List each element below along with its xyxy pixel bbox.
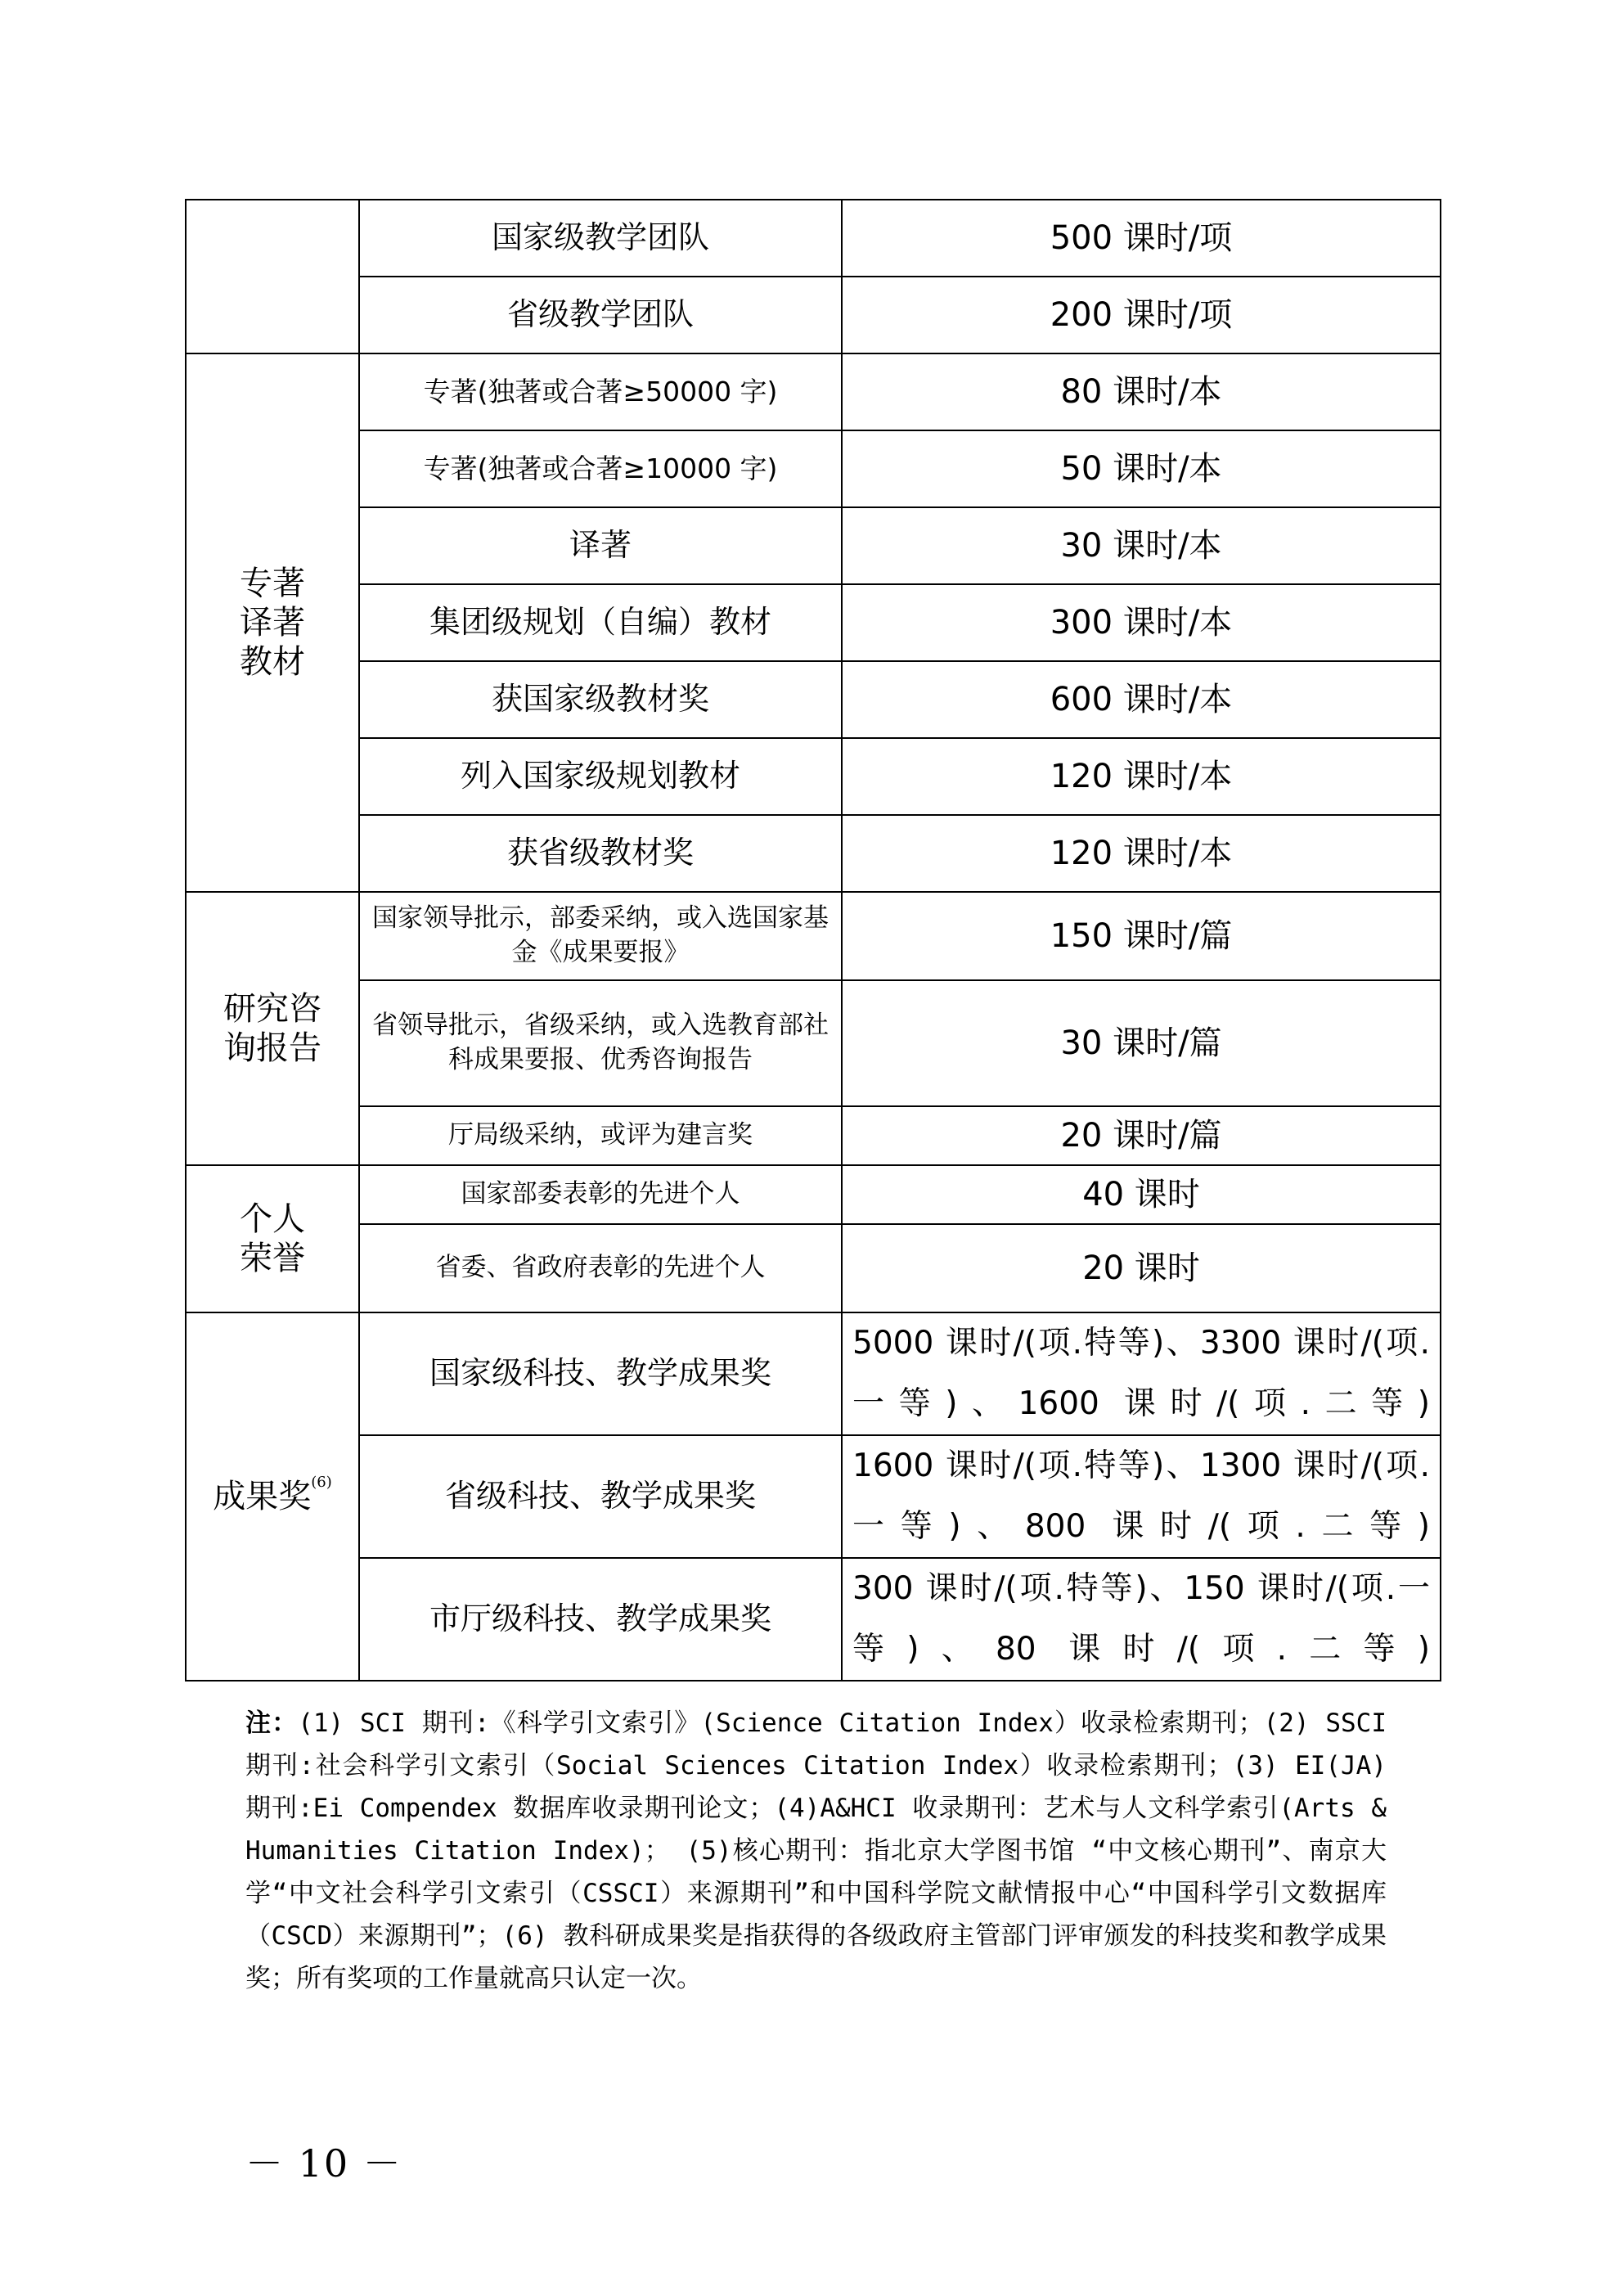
category-line: 专著 (240, 565, 305, 602)
table-row (186, 1435, 1441, 1558)
table-row (186, 1106, 1441, 1165)
table-row (186, 277, 1441, 353)
table-row (186, 980, 1441, 1106)
value-cell: 30 课时/本 (842, 507, 1441, 584)
page-number: － 10 － (245, 2141, 402, 2186)
value-cell: 120 课时/本 (842, 815, 1441, 892)
table-row (186, 892, 1441, 980)
category-label: 成果奖 (213, 1478, 312, 1515)
value-cell: 80 课时/本 (842, 353, 1441, 430)
item-cell: 省委、省政府表彰的先进个人 (359, 1224, 842, 1312)
table-row (186, 1312, 1441, 1435)
item-cell: 国家领导批示，部委采纳，或入选国家基金《成果要报》 (359, 892, 842, 980)
table-row (186, 430, 1441, 507)
value-cell: 120 课时/本 (842, 738, 1441, 815)
value-cell: 600 课时/本 (842, 661, 1441, 738)
item-cell: 国家部委表彰的先进个人 (359, 1165, 842, 1224)
item-cell: 市厅级科技、教学成果奖 (359, 1558, 842, 1681)
table-row (186, 1224, 1441, 1312)
table-row (186, 1558, 1441, 1681)
value-cell: 200 课时/项 (842, 277, 1441, 353)
value-cell: 50 课时/本 (842, 430, 1441, 507)
category-cell-research-report (186, 892, 359, 1165)
footnotes (245, 1702, 1387, 2000)
value-cell: 150 课时/篇 (842, 892, 1441, 980)
item-cell: 译著 (359, 507, 842, 584)
category-line: 研究咨 (223, 990, 321, 1028)
category-cell-achievement-award (186, 1312, 359, 1681)
footnote-marker: (6) (311, 1474, 332, 1491)
item-cell: 国家级教学团队 (359, 200, 842, 277)
workload-table (185, 199, 1441, 1681)
value-cell: 40 课时 (842, 1165, 1441, 1224)
category-line: 教材 (240, 643, 305, 681)
value-cell: 5000 课时/(项.特等)、3300 课时/(项.一等)、1600 课时/(项.二等) (842, 1312, 1441, 1435)
table-row (186, 507, 1441, 584)
table-row (186, 200, 1441, 277)
table-row (186, 738, 1441, 815)
item-cell: 专著(独著或合著≥50000 字) (359, 353, 842, 430)
item-cell: 省领导批示，省级采纳，或入选教育部社科成果要报、优秀咨询报告 (359, 980, 842, 1106)
category-cell-monograph (186, 353, 359, 892)
category-line: 个人 (240, 1200, 305, 1238)
item-cell: 专著(独著或合著≥10000 字) (359, 430, 842, 507)
value-cell: 30 课时/篇 (842, 980, 1441, 1106)
item-cell: 国家级科技、教学成果奖 (359, 1312, 842, 1435)
table-row (186, 584, 1441, 661)
value-cell: 300 课时/本 (842, 584, 1441, 661)
value-cell: 300 课时/(项.特等)、150 课时/(项.一等)、80 课时/(项.二等) (842, 1558, 1441, 1681)
item-cell: 厅局级采纳，或评为建言奖 (359, 1106, 842, 1165)
table-row (186, 1165, 1441, 1224)
value-cell: 1600 课时/(项.特等)、1300 课时/(项.一等)、800 课时/(项.二等) (842, 1435, 1441, 1558)
item-cell: 省级教学团队 (359, 277, 842, 353)
category-cell-personal-honor (186, 1165, 359, 1312)
notes-text: (1) SCI 期刊:《科学引文索引》(Science Citation Index）收录检索期刊；(2) SSCI 期刊:社会科学引文索引（Social Sciences Citation Index）收录检索期刊；(3) EI(JA) 期刊:Ei Compendex 数据库收录期刊论文；(4)A&HCI 收录期刊：艺术与人文科学索引(Arts & Humanities Citation Index)； (5)核心期刊：指北京大学图书馆 “中文核心期刊”、南京大学“中文社会科学引文索引（CSSCI）来源期刊”和中国科学院文献情报中心“中国科学引文数据库（CSCD）来源期刊”；(6) 教科研成果奖是指获得的各级政府主管部门评审颁发的科技奖和教学成果奖；所有奖项的工作量就高只认定一次。 (245, 1708, 1387, 1993)
item-cell: 获省级教材奖 (359, 815, 842, 892)
category-line: 译著 (240, 604, 305, 642)
value-cell: 20 课时 (842, 1224, 1441, 1312)
item-cell: 列入国家级规划教材 (359, 738, 842, 815)
table-row (186, 815, 1441, 892)
category-line: 询报告 (223, 1029, 321, 1067)
category-line: 荣誉 (240, 1240, 305, 1277)
value-cell: 500 课时/项 (842, 200, 1441, 277)
item-cell: 获国家级教材奖 (359, 661, 842, 738)
item-cell: 省级科技、教学成果奖 (359, 1435, 842, 1558)
value-cell: 20 课时/篇 (842, 1106, 1441, 1165)
table-row (186, 353, 1441, 430)
table-row (186, 661, 1441, 738)
notes-label: 注： (245, 1708, 299, 1738)
item-cell: 集团级规划（自编）教材 (359, 584, 842, 661)
category-cell-empty (186, 200, 359, 353)
